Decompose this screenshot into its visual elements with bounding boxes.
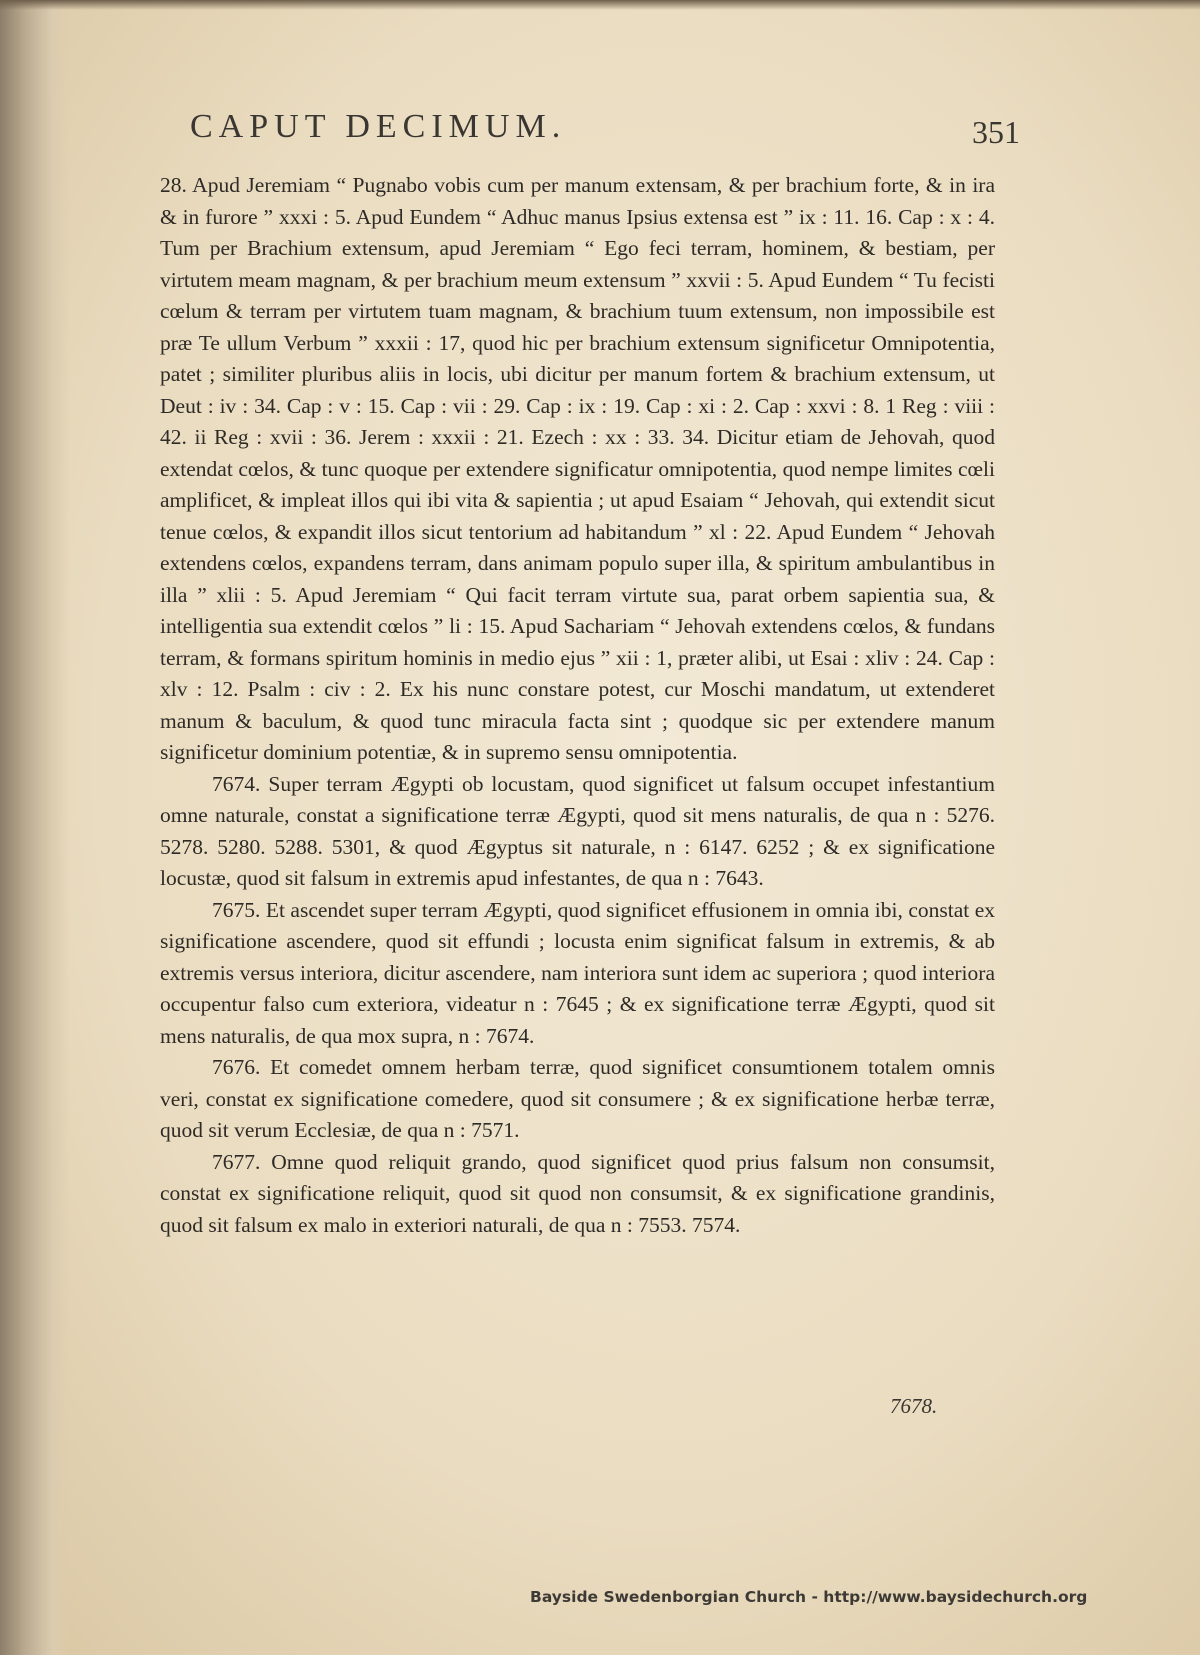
paragraph-28: 28. Apud Jeremiam “ Pugnabo vobis cum per manum extensam, & per brachium forte, & in ira & in furore ” xxxi : 5. Apud Eundem “ Adhuc manus Ipsius extensa est ” ix : 11. 16. Cap : x : 4. Tum per Brachium extensum, apud Jeremiam “ Ego feci terram, hominem, & bestiam, per virtutem meam magnam, & per brachium meum extensum ” xxvii : 5. Apud Eundem “ Tu fecisti cœlum & terram per virtutem tuam magnam, & brachium tuum extensum, non impossibile est præ Te ullum Verbum ” xxxii : 17, quod hic per brachium extensum significetur Omnipotentia, patet ; similiter pluribus aliis in locis, ubi dicitur per manum fortem & brachium extensum, ut Deut : iv : 34. Cap : v : 15. Cap : vii : 29. Cap : ix : 19. Cap : xi : 2. Cap : xxvi : 8. 1 Reg : viii : 42. ii Reg : xvii : 36. Jerem : xxxii : 21. Ezech : xx : 33. 34. Dicitur etiam de Jehovah, quod extendat cœlos, & tunc quoque per extendere significatur omnipotentia, quod nempe limites cœli amplificet, & impleat illos qui ibi vita & sapientia ; ut apud Esaiam “ Jehovah, qui extendit sicut tenue cœlos, & expandit illos sicut tentorium ad habitandum ” xl : 22. Apud Eundem “ Jehovah extendens cœlos, expandens terram, dans animam populo super illa, & spiritum ambulantibus in illa ” xlii : 5. Apud Jeremiam “ Qui facit terram virtute sua, parat orbem sapientia sua, & intelligentia sua extendit cœlos ” li : 15. Apud Sachariam “ Jehovah extendens cœlos, & fundans terram, & formans spiritum hominis in medio ejus ” xii : 1, præter alibi, ut Esai : xliv : 24. Cap : xlv : 12. Psalm : civ : 2. Ex his nunc constare potest, cur Moschi mandatum, ut extenderet manum & baculum, & quod tunc miracula facta sint ; quodque sic per extendere manum significetur dominium potentiæ, & in supremo sensu omnipotentia.: [160, 173, 995, 764]
paragraph-7674: 7674. Super terram Ægypti ob locustam, quod significet ut falsum occupet infestantium omne naturale, constat a significatione terræ Ægypti, quod sit mens naturalis, de qua n : 5276. 5278. 5280. 5288. 5301, & quod Ægyptus sit naturale, n : 6147. 6252 ; & ex significatione locustæ, quod sit falsum in extremis apud infestantes, de qua n : 7643.: [160, 771, 995, 890]
paragraph-7676: 7676. Et comedet omnem herbam terræ, quod significet consumtionem totalem omnis veri, constat ex significatione comedere, quod sit consumere ; & ex significatione herbæ terræ, quod sit verum Ecclesiæ, de qua n : 7571.: [160, 1055, 995, 1142]
running-header: [190, 108, 1020, 158]
chapter-title: CAPUT DECIMUM.: [190, 108, 567, 145]
page-top-edge: [0, 0, 1200, 10]
catchword: 7678.: [890, 1394, 938, 1418]
page-body: [160, 170, 995, 1241]
paragraph-7675: 7675. Et ascendet super terram Ægypti, quod significet effusionem in omnia ibi, constat ex significatione ascendere, quod sit effundi ; locusta enim significat falsum in extremis, & ab extremis versus interiora, dicitur ascendere, nam interiora sunt idem ac superiora ; quod interiora occupentur falso cum exteriora, videatur n : 7645 ; & ex significatione terræ Ægypti, quod sit mens naturalis, de qua mox supra, n : 7674.: [160, 897, 995, 1048]
page-gutter-shadow: [0, 0, 70, 1655]
page-number: 351: [972, 114, 1020, 150]
paragraph-7677: 7677. Omne quod reliquit grando, quod significet quod prius falsum non consumsit, constat ex significatione reliquit, quod sit quod non consumsit, & ex significatione grandinis, quod sit falsum ex malo in exteriori naturali, de qua n : 7553. 7574.: [160, 1149, 995, 1237]
source-watermark: Bayside Swedenborgian Church - http://www.baysidechurch.org: [530, 1588, 1088, 1606]
